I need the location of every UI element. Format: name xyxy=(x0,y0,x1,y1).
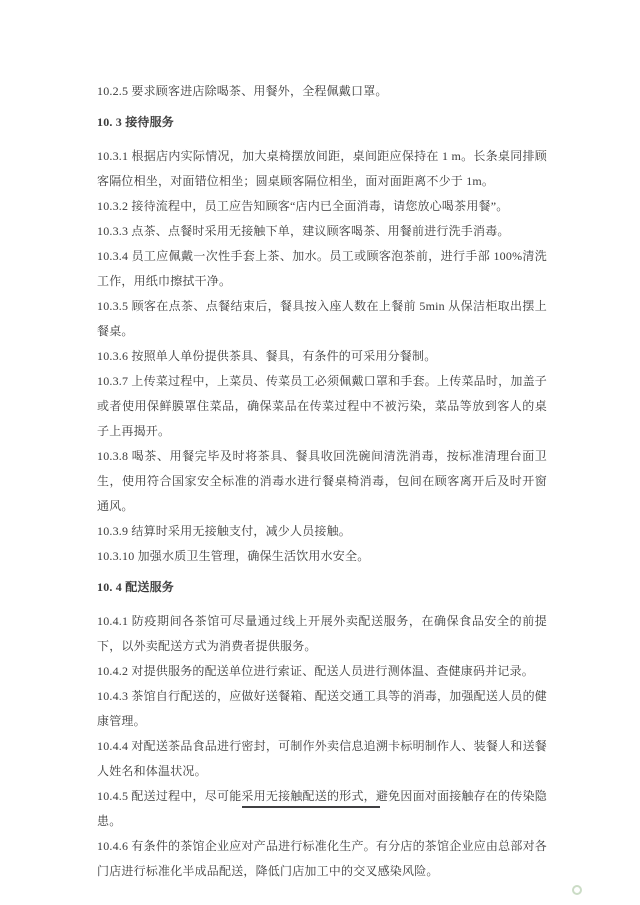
paragraph: 10.4.6 有条件的茶馆企业应对产品进行标准化生产。有分店的茶馆企业应由总部对各门店进行标准化半成品配送，降低门店加工中的交叉感染风险。 xyxy=(97,839,547,878)
paragraph: 10.3.7 上传菜过程中，上菜员、传菜员工必须佩戴口罩和手套。上传菜品时，加盖子或者使用保鲜膜罩住菜品，确保菜品在传菜过程中不被污染，菜品等放到客人的桌子上再揭开。 xyxy=(97,374,547,438)
paragraph: 10.3.1 根据店内实际情况，加大桌椅摆放间距，桌间距应保持在 1 m。长条桌同排顾客隔位相坐，对面错位相坐；圆桌顾客隔位相坐，面对面距离不少于 1m。 xyxy=(97,149,547,188)
paragraph: 10.3.9 结算时采用无接触支付，减少人员接触。 xyxy=(97,524,352,538)
paragraph: 10.4.4 对配送茶品食品进行密封，可制作外卖信息追溯卡标明制作人、装餐人和送餐人姓名和体温状况。 xyxy=(97,739,547,778)
paragraph: 10.3.4 员工应佩戴一次性手套上茶、加水。员工或顾客泡茶前，进行手部 100%清洗工作，用纸巾擦拭干净。 xyxy=(97,249,547,288)
paragraph: 10.4.1 防疫期间各茶馆可尽量通过线上开展外卖配送服务，在确保食品安全的前提下，以外卖配送方式为消费者提供服务。 xyxy=(97,614,547,653)
paragraph: 10.3.3 点茶、点餐时采用无接触下单，建议顾客喝茶、用餐前进行洗手消毒。 xyxy=(97,224,510,238)
paragraph: 10.4.2 对提供服务的配送单位进行索证、配送人员进行测体温、查健康码并记录。 xyxy=(97,664,535,678)
paragraph: 10.4.3 茶馆自行配送的，应做好送餐箱、配送交通工具等的消毒，加强配送人员的健康管理。 xyxy=(97,689,547,728)
paragraph: 10.3.10 加强水质卫生管理，确保生活饮用水安全。 xyxy=(97,549,370,563)
document-content xyxy=(97,79,547,884)
section-heading: 10. 3 接待服务 xyxy=(97,115,175,129)
paragraph: 10.3.2 接待流程中，员工应告知顾客“店内已全面消毒，请您放心喝茶用餐”。 xyxy=(97,199,509,213)
paragraph: 10.3.8 喝茶、用餐完毕及时将茶具、餐具收回洗碗间清洗消毒，按标准清理台面卫生，使用符合国家安全标准的消毒水进行餐桌椅消毒，包间在顾客离开后及时开窗通风。 xyxy=(97,449,547,513)
watermark-circle-icon xyxy=(572,885,582,895)
paragraph: 10.4.5 配送过程中，尽可能采用无接触配送的形式，避免因面对面接触存在的传染隐患。 xyxy=(97,789,547,828)
end-of-section-divider xyxy=(242,806,380,808)
paragraph: 10.3.6 按照单人单份提供茶具、餐具，有条件的可采用分餐制。 xyxy=(97,349,437,363)
section-heading: 10. 4 配送服务 xyxy=(97,580,175,594)
paragraph: 10.2.5 要求顾客进店除喝茶、用餐外，全程佩戴口罩。 xyxy=(97,84,388,98)
paragraph: 10.3.5 顾客在点茶、点餐结束后，餐具按入座人数在上餐前 5min 从保洁柜取出摆上餐桌。 xyxy=(97,299,547,338)
